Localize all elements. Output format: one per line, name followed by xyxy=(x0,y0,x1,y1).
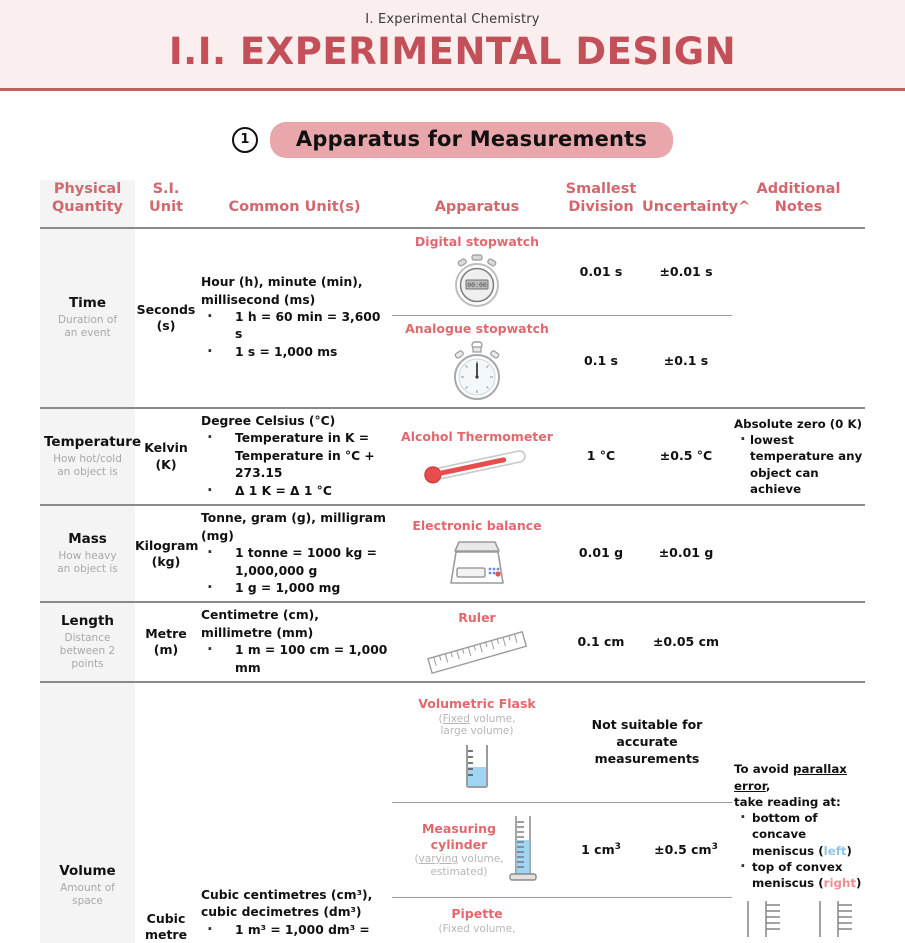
ruler-icon xyxy=(394,629,560,675)
cell-smallest-division-analogue-stopwatch: 0.1 s xyxy=(562,316,640,408)
cell-smallest-division-digital-stopwatch: 0.01 s xyxy=(579,263,623,279)
section-title: Apparatus for Measurements xyxy=(270,122,673,158)
col-header-physical-quantity xyxy=(40,180,135,228)
section-heading xyxy=(0,122,905,158)
cell-si-unit-temperature: Kelvin (K) xyxy=(135,408,197,505)
col-header-si-unit: S.I. Unit xyxy=(149,180,183,216)
cell-apparatus-pipette xyxy=(392,898,562,943)
bullet-item: · Δ 1 K = Δ 1 °C xyxy=(201,483,390,500)
quantity-description: How hot/cold an object is xyxy=(53,452,122,479)
cell-apparatus-volumetric-flask xyxy=(392,682,562,802)
cell-common-units-volume xyxy=(197,682,392,943)
table-row-temperature xyxy=(40,408,865,505)
bullet-item: · top of convex meniscus (right) xyxy=(734,859,863,892)
col-header-common-units: Common Unit(s) xyxy=(228,199,361,216)
bullet-item: · bottom of concave meniscus (left) xyxy=(734,810,863,859)
meniscus-diagrams xyxy=(734,899,863,939)
common-units-title-2: cubic decimetres (dm³) xyxy=(201,905,362,920)
notes-title: Absolute zero (0 K) xyxy=(734,416,863,431)
quantity-description: Distance between 2 points xyxy=(59,632,116,671)
quantity-name: Time xyxy=(68,295,107,312)
cell-notes-temperature xyxy=(732,408,865,505)
underlined-term: parallax error xyxy=(734,762,847,793)
table-row-volume xyxy=(40,682,865,802)
cell-quantity-volume xyxy=(40,682,135,943)
cell-notes-mass xyxy=(732,505,865,602)
quantity-name: Length xyxy=(60,613,115,630)
quantity-name: Temperature xyxy=(44,433,142,450)
cell-notes-time xyxy=(732,228,865,408)
cell-smallest-division-thermometer: 1 °C xyxy=(562,408,640,505)
apparatus-label: Ruler xyxy=(458,610,496,626)
header-line-1: Additional xyxy=(756,180,841,197)
quantity-description: How heavy an object is xyxy=(57,550,118,576)
table-row-time xyxy=(40,228,865,316)
common-units-bullets xyxy=(201,430,390,500)
cell-si-unit-mass: Kilogram (kg) xyxy=(135,505,197,602)
concave-meniscus-icon xyxy=(740,899,786,939)
cell-uncertainty-ruler: ±0.05 cm xyxy=(640,602,732,682)
cell-si-unit-length: Metre (m) xyxy=(135,602,197,682)
cell-apparatus-analogue-stopwatch xyxy=(392,316,562,408)
table-header-row xyxy=(40,180,865,228)
col-header-additional-notes xyxy=(732,180,865,228)
cell-notes-length xyxy=(732,602,865,682)
cell-quantity-length xyxy=(40,602,135,682)
apparatus-label: Digital stopwatch xyxy=(414,233,540,249)
apparatus-label: Measuring cylinder xyxy=(421,821,496,852)
notes-lead: To avoid parallax error, take reading at: xyxy=(734,762,847,809)
header-line-1: Physical xyxy=(53,180,122,197)
digital-stopwatch-icon xyxy=(394,252,560,310)
svg-text:00:00: 00:00 xyxy=(467,281,487,290)
col-header-apparatus: Apparatus xyxy=(434,199,520,216)
cell-common-units-length xyxy=(197,602,392,682)
cell-apparatus-digital-stopwatch xyxy=(392,228,562,316)
bullet-item: · 1 h = 60 min = 3,600 s xyxy=(201,309,390,344)
apparatus-table-wrap xyxy=(0,180,905,943)
col-header-smallest-division xyxy=(562,180,640,228)
electronic-balance-icon xyxy=(394,537,560,589)
convex-meniscus-icon xyxy=(812,899,858,939)
common-units-bullets xyxy=(201,309,390,361)
cell-uncertainty-measuring-cylinder: ±0.5 $cm^3$ xyxy=(640,802,732,897)
common-units-title-1: Tonne, gram (g), milligram (mg) xyxy=(201,511,386,543)
apparatus-label: Electronic balance xyxy=(412,518,542,534)
cell-apparatus-ruler xyxy=(392,602,562,682)
notes-bullets xyxy=(734,810,863,891)
cell-uncertainty-thermometer: ±0.5 °C xyxy=(640,408,732,505)
quantity-name: Mass xyxy=(68,531,107,548)
cell-uncertainty-electronic-balance: ±0.01 g xyxy=(640,505,732,602)
cell-smallest-division-measuring-cylinder: 1 $cm^3$ xyxy=(562,802,640,897)
col-header-uncertainty: Uncertainty^ xyxy=(642,199,751,216)
cell-common-units-mass xyxy=(197,505,392,602)
header-line-2: Notes xyxy=(774,199,823,216)
volumetric-flask-icon xyxy=(394,741,560,789)
cell-smallest-division-ruler: 0.1 cm xyxy=(562,602,640,682)
cell-uncertainty-digital-stopwatch: ±0.01 s xyxy=(659,263,713,279)
apparatus-table xyxy=(40,180,865,943)
table-row-mass xyxy=(40,505,865,602)
thermometer-icon xyxy=(394,448,560,484)
common-units-title-1: Centimetre (cm), millimetre (mm) xyxy=(201,608,319,640)
apparatus-label: Volumetric Flask xyxy=(418,695,536,711)
cell-si-unit-time: Seconds (s) xyxy=(136,301,196,333)
quantity-description: Duration of an event xyxy=(57,314,118,340)
measuring-cylinder-icon xyxy=(506,814,540,886)
quantity-name: Volume xyxy=(59,862,116,879)
bullet-item: · 1 s = 1,000 ms xyxy=(201,344,390,361)
table-row-length xyxy=(40,602,865,682)
common-units-bullets xyxy=(201,922,390,939)
apparatus-sublabel: (Fixed volume, large volume) xyxy=(438,712,516,738)
cell-quantity-mass xyxy=(40,505,135,602)
bullet-item: · lowest temperature any object can achieve xyxy=(734,432,863,497)
quantity-description: Amount of space xyxy=(60,881,115,907)
meniscus-left-word: left xyxy=(823,843,847,858)
apparatus-label: Analogue stopwatch xyxy=(405,321,549,337)
common-units-title-2: millisecond (ms) xyxy=(201,292,316,307)
cell-smallest-division-electronic-balance: 0.01 g xyxy=(562,505,640,602)
bullet-item: · Temperature in K = Temperature in °C + 273.15 xyxy=(201,430,390,482)
cell-smallest-division-pipette xyxy=(562,898,640,943)
apparatus-sublabel: (varying volume, estimated) xyxy=(414,853,504,879)
cell-quantity-time xyxy=(40,228,135,408)
underlined-word: Fixed xyxy=(442,712,470,725)
bullet-item: · 1 m = 100 cm = 1,000 mm xyxy=(201,642,390,677)
bullet-item: · 1 m³ = 1,000 dm³ = xyxy=(201,922,390,939)
cell-uncertainty-pipette xyxy=(640,898,732,943)
apparatus-label: Pipette xyxy=(451,905,503,921)
underlined-word: varying xyxy=(418,853,458,866)
apparatus-sublabel: (Fixed volume, xyxy=(438,922,516,935)
cell-si-unit-volume: Cubic metre xyxy=(135,682,197,943)
notes-bullets xyxy=(734,432,863,497)
cell-notes-volume xyxy=(732,682,865,943)
header-line-2: Quantity xyxy=(51,199,124,216)
analogue-stopwatch-icon xyxy=(394,340,560,402)
page-banner xyxy=(0,0,905,91)
cell-smallest-division-volumetric-flask: Not suitable for accurate measurements xyxy=(562,682,732,802)
header-line-1: Smallest xyxy=(565,180,637,197)
bullet-item: · 1 tonne = 1000 kg = 1,000,000 g xyxy=(201,545,390,580)
common-units-title-1: Cubic centimetres (cm³), xyxy=(201,888,373,902)
apparatus-label: Alcohol Thermometer xyxy=(401,429,553,445)
cell-common-units-time xyxy=(197,228,392,408)
cell-uncertainty-analogue-stopwatch: ±0.1 s xyxy=(640,316,732,408)
header-line-2: Division xyxy=(568,199,634,216)
banner-subtitle: I. Experimental Chemistry xyxy=(365,12,540,27)
cell-apparatus-electronic-balance xyxy=(392,505,562,602)
common-units-title-1: Degree Celsius (°C) xyxy=(201,413,336,428)
cell-quantity-temperature xyxy=(40,408,142,505)
cell-common-units-temperature xyxy=(197,408,392,505)
page-title: I.I. EXPERIMENTAL DESIGN xyxy=(168,30,737,73)
common-units-bullets xyxy=(201,642,390,677)
cell-apparatus-measuring-cylinder xyxy=(392,802,562,897)
common-units-title-1: Hour (h), minute (min), xyxy=(201,275,363,290)
cell-apparatus-thermometer xyxy=(392,408,562,505)
bullet-item: · 1 g = 1,000 mg xyxy=(201,580,390,597)
common-units-bullets xyxy=(201,545,390,597)
section-number-badge: 1 xyxy=(232,127,258,153)
meniscus-right-word: right xyxy=(823,876,857,891)
